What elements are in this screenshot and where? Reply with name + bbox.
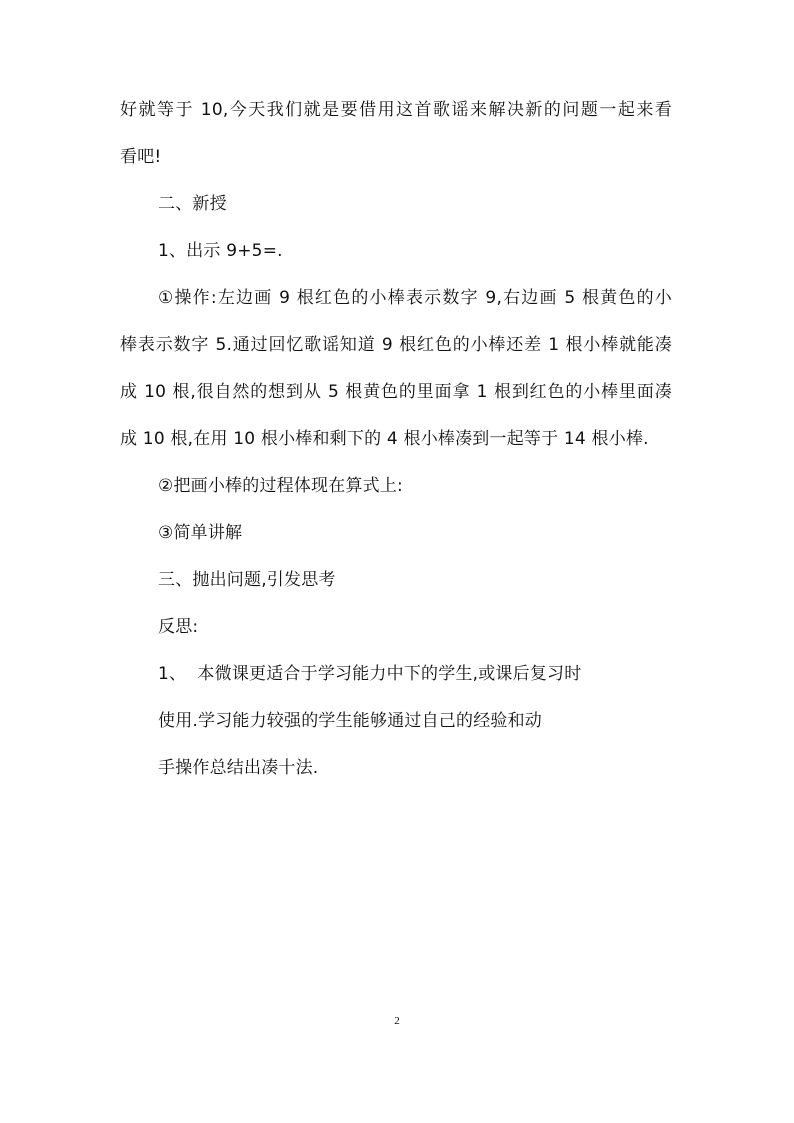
text-line: 使用.学习能力较强的学生能够通过自己的经验和动 (158, 711, 543, 731)
text-line: 好就等于 10,今天我们就是要借用这首歌谣来解决新的问题一起来看 (120, 100, 672, 120)
text-line: 1、出示 9+5=. (158, 241, 283, 261)
text-line: 看吧! (120, 147, 162, 167)
text-line: 手操作总结出凑十法. (158, 758, 319, 778)
text-line: ①操作:左边画 9 根红色的小棒表示数字 9,右边画 5 根黄色的小 (158, 288, 672, 308)
text-line: 成 10 根,在用 10 根小棒和剩下的 4 根小棒凑到一起等于 14 根小棒. (120, 429, 649, 449)
text-line: ③简单讲解 (158, 523, 243, 543)
text-line: ②把画小棒的过程体现在算式上: (158, 476, 403, 496)
text-line: 棒表示数字 5.通过回忆歌谣知道 9 根红色的小棒还差 1 根小棒就能凑 (120, 335, 672, 355)
text-line: 1、 本微课更适合于学习能力中下的学生,或课后复习时 (158, 664, 582, 684)
section-heading: 三、抛出问题,引发思考 (158, 570, 336, 590)
text-line: 成 10 根,很自然的想到从 5 根黄色的里面拿 1 根到红色的小棒里面凑 (120, 382, 672, 402)
page-number: 2 (394, 1015, 400, 1027)
text-line: 反思: (158, 617, 199, 637)
section-heading: 二、新授 (158, 194, 227, 214)
